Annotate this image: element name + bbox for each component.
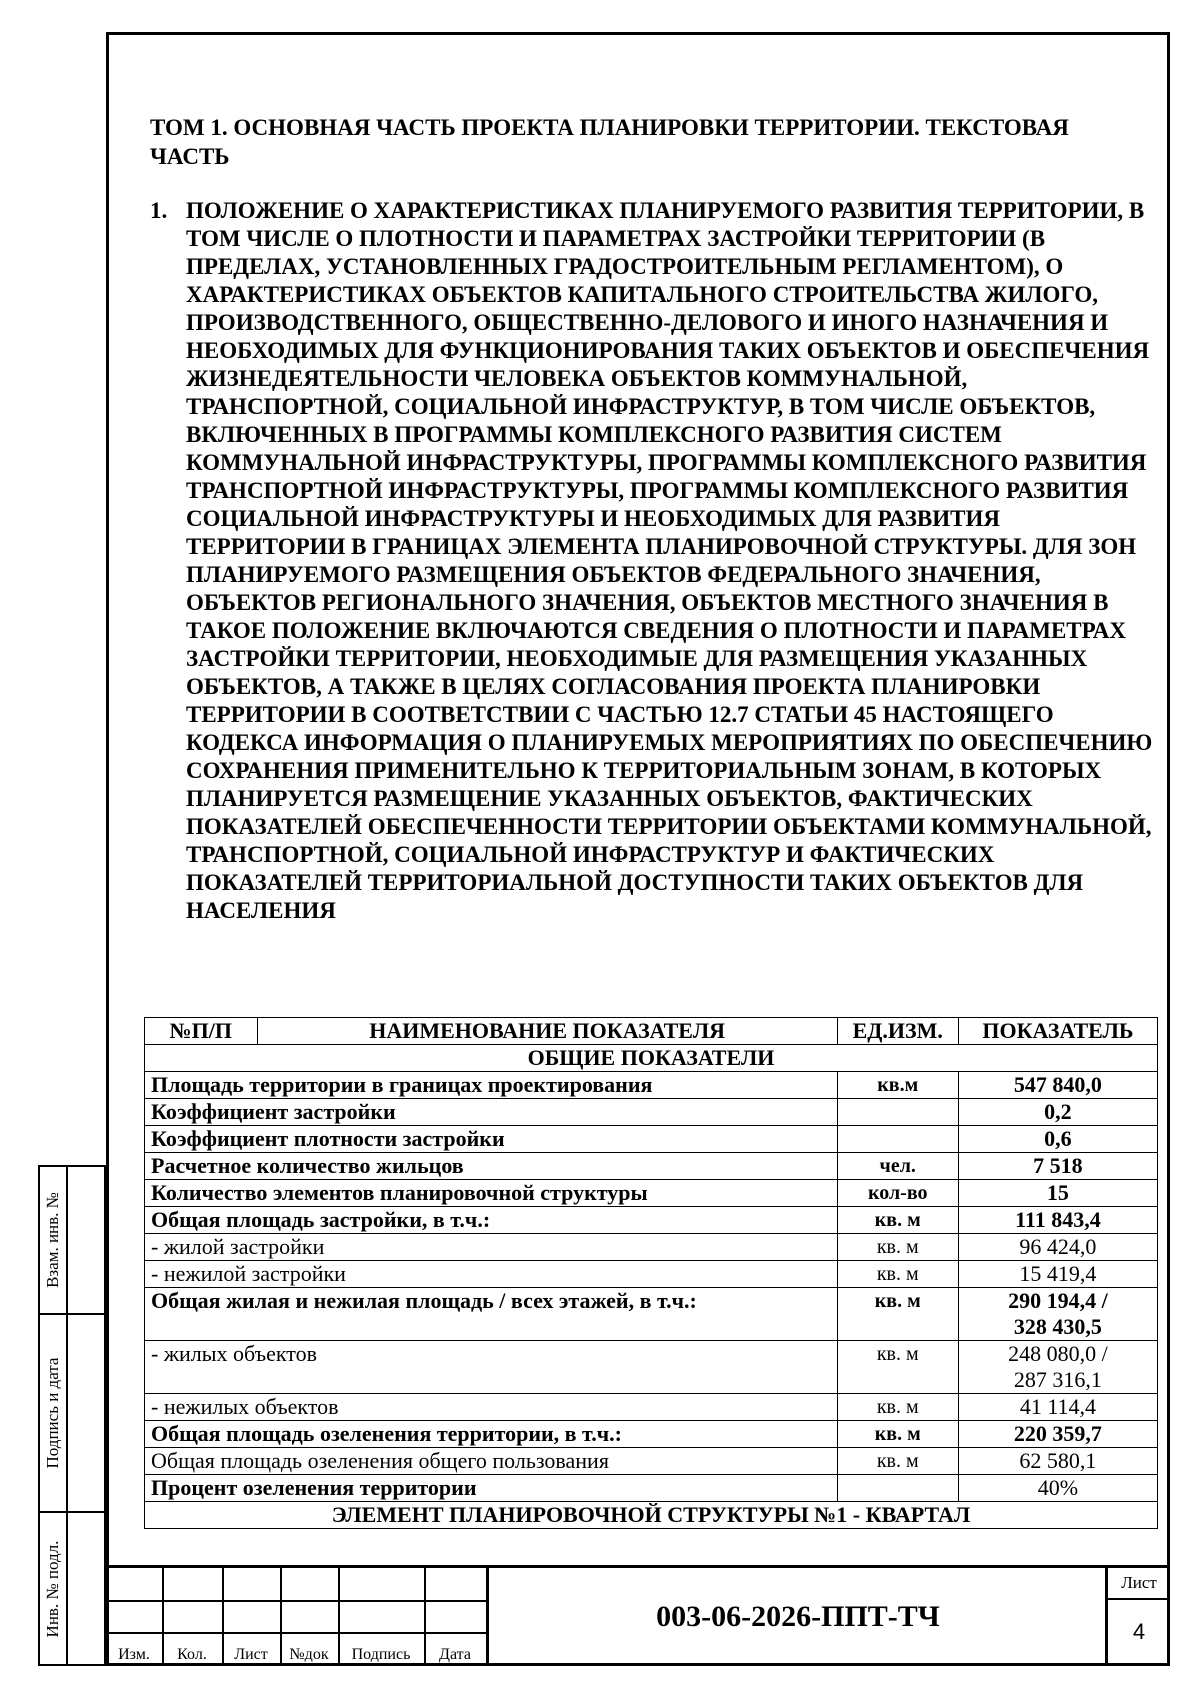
row-unit: кв. м: [837, 1341, 958, 1394]
table-row: [145, 1207, 1158, 1234]
row-unit: кв. м: [837, 1421, 958, 1448]
table-row: [145, 1288, 1158, 1341]
table-header-row: [145, 1018, 1158, 1045]
row-name: - жилых объектов: [145, 1341, 838, 1394]
row-value: 0,2: [958, 1099, 1157, 1126]
row-unit: чел.: [837, 1153, 958, 1180]
row-name: - нежилых объектов: [145, 1394, 838, 1421]
header-value: ПОКАЗАТЕЛЬ: [958, 1018, 1157, 1045]
row-name: Общая площадь озеленения территории, в т.ч.:: [145, 1421, 838, 1448]
sheet-number: 4: [1132, 1619, 1146, 1644]
side-stamp-podpis: [38, 1313, 106, 1513]
table-row: [145, 1234, 1158, 1261]
volume-title: ТОМ 1. ОСНОВНАЯ ЧАСТЬ ПРОЕКТА ПЛАНИРОВКИ ТЕРРИТОРИИ. ТЕКСТОВАЯ ЧАСТЬ: [150, 115, 1069, 169]
row-unit: кв. м: [837, 1394, 958, 1421]
row-value: 7 518: [958, 1153, 1157, 1180]
sheet-label: Лист: [1108, 1568, 1170, 1600]
side-stamp-vzam-label: Взам. инв. №: [43, 1192, 62, 1288]
row-name: Коэффициент застройки: [145, 1099, 838, 1126]
row-unit: [837, 1126, 958, 1153]
row-value: 547 840,0: [958, 1072, 1157, 1099]
table-row: [145, 1072, 1158, 1099]
table-row: [145, 1394, 1158, 1421]
row-value: 96 424,0: [958, 1234, 1157, 1261]
row-value-line: 290 194,4 /: [1008, 1288, 1108, 1313]
row-value: [958, 1288, 1157, 1341]
stamp-col-kol: Кол.: [177, 1646, 207, 1663]
row-unit: кв. м: [837, 1207, 958, 1234]
section-element-label: ЭЛЕМЕНТ ПЛАНИРОВОЧНОЙ СТРУКТУРЫ №1 - КВАРТАЛ: [145, 1502, 1158, 1529]
stamp-col-izm: Изм.: [118, 1646, 150, 1663]
row-value: 0,6: [958, 1126, 1157, 1153]
revision-grid: [106, 1568, 486, 1666]
row-value-line: 328 430,5: [1013, 1314, 1102, 1339]
stamp-col-data: Дата: [439, 1646, 471, 1663]
header-number: №П/П: [145, 1018, 258, 1045]
row-value-line: 248 080,0 /: [1008, 1341, 1108, 1366]
row-value: 15 419,4: [958, 1261, 1157, 1288]
row-name: Коэффициент плотности застройки: [145, 1126, 838, 1153]
header-name: НАИМЕНОВАНИЕ ПОКАЗАТЕЛЯ: [257, 1018, 837, 1045]
row-unit: кол-во: [837, 1180, 958, 1207]
side-stamp-podpis-label: Подпись и дата: [43, 1357, 62, 1469]
row-name: Общая жилая и нежилая площадь / всех этажей, в т.ч.:: [145, 1288, 838, 1341]
row-unit: кв.м: [837, 1072, 958, 1099]
row-unit: кв. м: [837, 1261, 958, 1288]
stamp-col-ndok: №док: [289, 1646, 329, 1663]
row-value: 62 580,1: [958, 1448, 1157, 1475]
stamp-col-list: Лист: [234, 1646, 268, 1663]
section-text: ПОЛОЖЕНИЕ О ХАРАКТЕРИСТИКАХ ПЛАНИРУЕМОГО РАЗВИТИЯ ТЕРРИТОРИИ, В ТОМ ЧИСЛЕ О ПЛОТНОСТИ И ПАРАМЕТРАХ ЗАСТРОЙКИ ТЕРРИТОРИИ (В ПРЕДЕЛАХ, УСТАНОВЛЕННЫХ ГРАДОСТРОИТЕЛЬНЫМ РЕГЛАМЕНТОМ), О ХАРАКТЕРИСТИКАХ ОБЪЕКТОВ КАПИТАЛЬНОГО СТРОИТЕЛЬСТВА ЖИЛОГО, ПРОИЗВОДСТВЕННОГО, ОБЩЕСТВЕННО-ДЕЛОВОГО И ИНОГО НАЗНАЧЕНИЯ И НЕОБХОДИМЫХ ДЛЯ ФУНКЦИОНИРОВАНИЯ ТАКИХ ОБЪЕКТОВ И ОБЕСПЕЧЕНИЯ ЖИЗНЕДЕЯТЕЛЬНОСТИ ЧЕЛОВЕКА ОБЪЕКТОВ КОММУНАЛЬНОЙ, ТРАНСПОРТНОЙ, СОЦИАЛЬНОЙ ИНФРАСТРУКТУР, В ТОМ ЧИСЛЕ ОБЪЕКТОВ, ВКЛЮЧЕННЫХ В ПРОГРАММЫ КОМПЛЕКСНОГО РАЗВИТИЯ СИСТЕМ КОММУНАЛЬНОЙ ИНФРАСТРУКТУРЫ, ПРОГРАММЫ КОМПЛЕКСНОГО РАЗВИТИЯ ТРАНСПОРТНОЙ ИНФРАСТРУКТУРЫ, ПРОГРАММЫ КОМПЛЕКСНОГО РАЗВИТИЯ СОЦИАЛЬНОЙ ИНФРАСТРУКТУРЫ И НЕОБХОДИМЫХ ДЛЯ РАЗВИТИЯ ТЕРРИТОРИИ В ГРАНИЦАХ ЭЛЕМЕНТА ПЛАНИРОВОЧНОЙ СТРУКТУРЫ. ДЛЯ ЗОН ПЛАНИРУЕМОГО РАЗМЕЩЕНИЯ ОБЪЕКТОВ ФЕДЕРАЛЬНОГО ЗНАЧЕНИЯ, ОБЪЕКТОВ РЕГИОНАЛЬНОГО ЗНАЧЕНИЯ, ОБЪЕКТОВ МЕСТНОГО ЗНАЧЕНИЯ В ТАКОЕ ПОЛОЖЕНИЕ ВКЛЮЧАЮТСЯ СВЕДЕНИЯ О ПЛОТНОСТИ И ПАРАМЕТРАХ ЗАСТРОЙКИ ТЕРРИТОРИИ, НЕОБХОДИМЫЕ ДЛЯ РАЗМЕЩЕНИЯ УКАЗАННЫХ ОБЪЕКТОВ, А ТАКЖЕ В ЦЕЛЯХ СОГЛАСОВАНИЯ ПРОЕКТА ПЛАНИРОВКИ ТЕРРИТОРИИ В СООТВЕТСТВИИ С ЧАСТЬЮ 12.7 СТАТЬИ 45 НАСТОЯЩЕГО КОДЕКСА ИНФОРМАЦИЯ О ПЛАНИРУЕМЫХ МЕРОПРИЯТИЯХ ПО ОБЕСПЕЧЕНИЮ СОХРАНЕНИЯ ПРИМЕНИТЕЛЬНО К ТЕРРИТОРИАЛЬНЫМ ЗОНАМ, В КОТОРЫХ ПЛАНИРУЕТСЯ РАЗМЕЩЕНИЕ УКАЗАННЫХ ОБЪЕКТОВ, ФАКТИЧЕСКИХ ПОКАЗАТЕЛЕЙ ОБЕСПЕЧЕННОСТИ ТЕРРИТОРИИ ОБЪЕКТАМИ КОММУНАЛЬНОЙ, ТРАНСПОРТНОЙ, СОЦИАЛЬНОЙ ИНФРАСТРУКТУР И ФАКТИЧЕСКИХ ПОКАЗАТЕЛЕЙ ТЕРРИТОРИАЛЬНОЙ ДОСТУПНОСТИ ТАКИХ ОБЪЕКТОВ ДЛЯ НАСЕЛЕНИЯ: [186, 198, 1153, 923]
table-row: [145, 1261, 1158, 1288]
stamp-col-podpis: Подпись: [351, 1646, 411, 1663]
table-row: [145, 1180, 1158, 1207]
row-unit: кв. м: [837, 1448, 958, 1475]
table-row: [145, 1448, 1158, 1475]
table-row: [145, 1153, 1158, 1180]
row-name: Общая площадь озеленения общего пользования: [145, 1448, 838, 1475]
row-unit: кв. м: [837, 1288, 958, 1341]
row-name: - жилой застройки: [145, 1234, 838, 1261]
row-name: Расчетное количество жильцов: [145, 1153, 838, 1180]
row-value-line: 287 316,1: [1013, 1367, 1102, 1392]
section-row: [145, 1045, 1158, 1072]
row-name: Площадь территории в границах проектирования: [145, 1072, 838, 1099]
row-unit: [837, 1099, 958, 1126]
sheet-cell: [1105, 1568, 1170, 1666]
table-row: [145, 1475, 1158, 1502]
row-value: 15: [958, 1180, 1157, 1207]
header-unit: ЕД.ИЗМ.: [837, 1018, 958, 1045]
row-name: Процент озеленения территории: [145, 1475, 838, 1502]
row-value: 220 359,7: [958, 1421, 1157, 1448]
table-row: [145, 1126, 1158, 1153]
row-unit: кв. м: [837, 1234, 958, 1261]
side-stamp-inv: [38, 1511, 106, 1666]
document-code: 003-06-2026-ППТ-ТЧ: [486, 1568, 1107, 1666]
row-value: 40%: [958, 1475, 1157, 1502]
indicators-table: [144, 1017, 1158, 1529]
section-general-label: ОБЩИЕ ПОКАЗАТЕЛИ: [145, 1045, 1158, 1072]
row-value: 111 843,4: [958, 1207, 1157, 1234]
table-row: [145, 1099, 1158, 1126]
row-value: 41 114,4: [958, 1394, 1157, 1421]
table-row: [145, 1341, 1158, 1394]
row-name: Общая площадь застройки, в т.ч.:: [145, 1207, 838, 1234]
table-row: [145, 1421, 1158, 1448]
section-row: [145, 1502, 1158, 1529]
row-name: Количество элементов планировочной структуры: [145, 1180, 838, 1207]
section-heading: [150, 197, 1160, 925]
title-block: [106, 1565, 1170, 1666]
section-number: 1.: [150, 198, 168, 223]
row-value: [958, 1341, 1157, 1394]
row-unit: [837, 1475, 958, 1502]
row-name: - нежилой застройки: [145, 1261, 838, 1288]
side-stamp-inv-label: Инв. № подл.: [43, 1540, 62, 1637]
side-stamp-vzam: [38, 1165, 106, 1315]
